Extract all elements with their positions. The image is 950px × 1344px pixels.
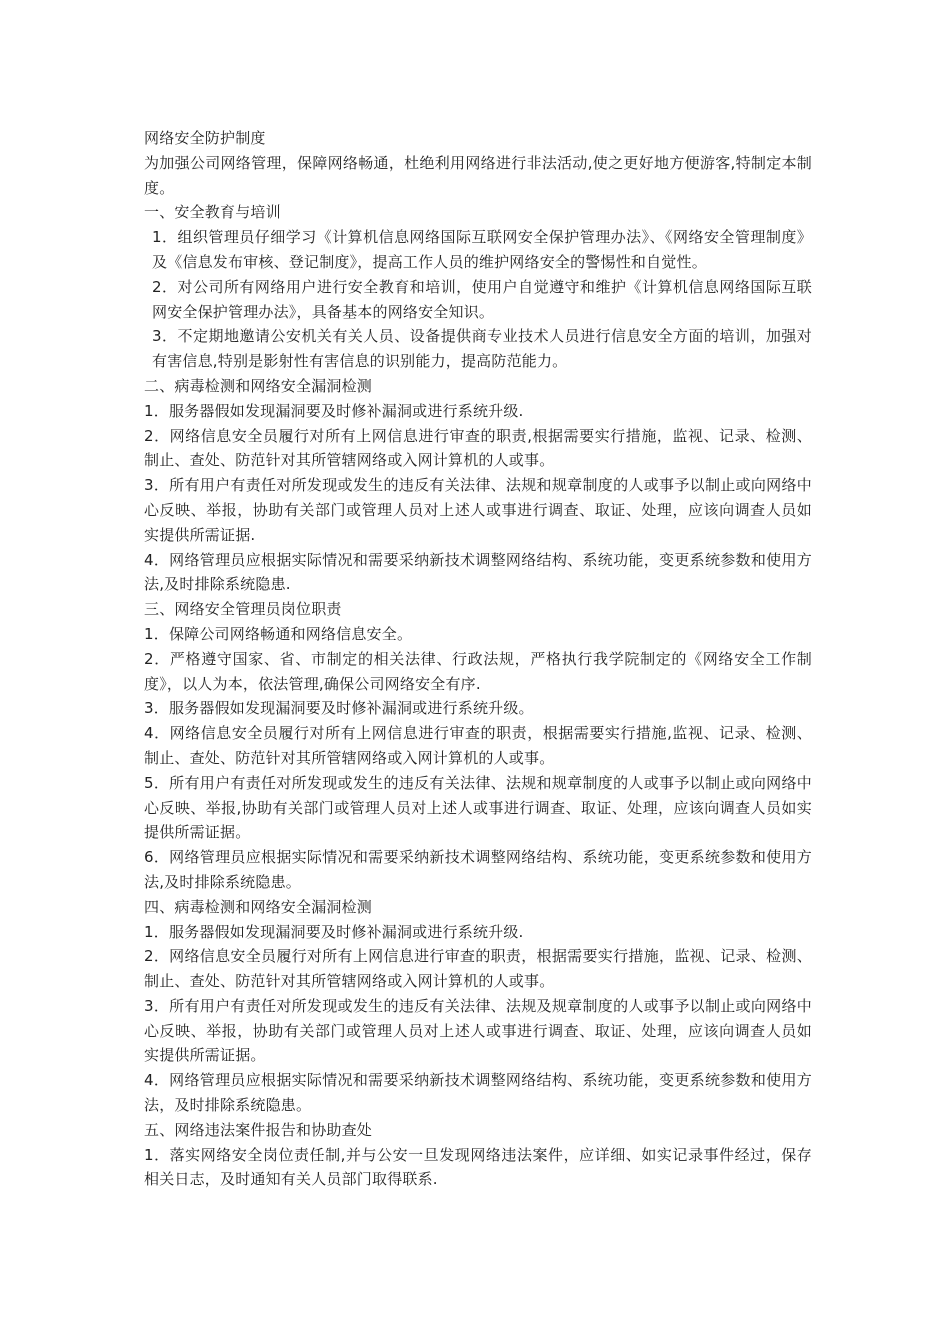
list-item: 1．保障公司网络畅通和网络信息安全。 [144, 624, 413, 643]
document-title: 网络安全防护制度 [144, 129, 266, 147]
list-item: 6．网络管理员应根据实际情况和需要采纳新技术调整网络结构、系统功能，变更系统参数和使用方法,及时排除系统隐患。 [144, 848, 812, 891]
list-item: 1．落实网络安全岗位责任制,并与公安一旦发现网络违法案件，应详细、如实记录事件经过，保存相关日志，及时通知有关人员部门取得联系. [144, 1145, 812, 1189]
list-item: 4．网络信息安全员履行对所有上网信息进行审查的职责，根据需要实行措施,监视、记录、检测、制止、查处、防范针对其所管辖网络或入网计算机的人或事。 [144, 724, 812, 767]
section-heading: 二、病毒检测和网络安全漏洞检测 [144, 376, 373, 395]
section-heading: 三、网络安全管理员岗位职责 [144, 600, 342, 619]
list-item: 3．所有用户有责任对所发现或发生的违反有关法律、法规及规章制度的人或事予以制止或向网络中心反映、举报，协助有关部门或管理人员对上述人或事进行调查、取证、处理，应该向调查人员如实提供所需证据。 [144, 996, 812, 1065]
section-heading: 四、病毒检测和网络安全漏洞检测 [144, 897, 373, 916]
section-heading: 一、安全教育与培训 [144, 203, 281, 222]
list-item: 3．不定期地邀请公安机关有关人员、设备提供商专业技术人员进行信息安全方面的培训，加强对有害信息,特别是影射性有害信息的识别能力，提高防范能力。 [152, 327, 812, 371]
list-item: 2．严格遵守国家、省、市制定的相关法律、行政法规，严格执行我学院制定的《网络安全工作制度》，以人为本，依法管理,确保公司网络安全有序. [144, 649, 812, 693]
list-item: 2．网络信息安全员履行对所有上网信息进行审查的职责，根据需要实行措施，监视、记录、检测、制止、查处、防范针对其所管辖网络或入网计算机的人或事。 [144, 947, 812, 991]
list-item: 3．所有用户有责任对所发现或发生的违反有关法律、法规和规章制度的人或事予以制止或向网络中心反映、举报，协助有关部门或管理人员对上述人或事进行调查、取证、处理，应该向调查人员如实提供所需证据. [144, 476, 812, 544]
list-item: 2．对公司所有网络用户进行安全教育和培训，使用户自觉遵守和维护《计算机信息网络国际互联网安全保护管理办法》，具备基本的网络安全知识。 [152, 277, 812, 321]
list-item: 1．服务器假如发现漏洞要及时修补漏洞或进行系统升级. [144, 401, 524, 420]
list-item: 3．服务器假如发现漏洞要及时修补漏洞或进行系统升级。 [144, 699, 534, 718]
intro-paragraph: 为加强公司网络管理，保障网络畅通，杜绝利用网络进行非法活动,使之更好地方便游客,特制定本制度。 [144, 153, 812, 197]
list-item: 4．网络管理员应根据实际情况和需要采纳新技术调整网络结构、系统功能，变更系统参数和使用方法，及时排除系统隐患。 [144, 1071, 812, 1115]
list-item: 5．所有用户有责任对所发现或发生的违反有关法律、法规和规章制度的人或事予以制止或向网络中心反映、举报,协助有关部门或管理人员对上述人或事进行调查、取证、处理，应该向调查人员如实提供所需证据。 [144, 773, 812, 842]
list-item: 1．服务器假如发现漏洞要及时修补漏洞或进行系统升级. [144, 922, 524, 941]
document-body [144, 126, 812, 1192]
section-heading: 五、网络违法案件报告和协助查处 [144, 1120, 373, 1139]
list-item: 4．网络管理员应根据实际情况和需要采纳新技术调整网络结构、系统功能，变更系统参数和使用方法,及时排除系统隐患. [144, 550, 812, 594]
list-item: 1．组织管理员仔细学习《计算机信息网络国际互联网安全保护管理办法》、《网络安全管理制度》及《信息发布审核、登记制度》，提高工作人员的维护网络安全的警惕性和自觉性。 [152, 228, 812, 271]
list-item: 2．网络信息安全员履行对所有上网信息进行审查的职责,根据需要实行措施，监视、记录、检测、制止、查处、防范针对其所管辖网络或入网计算机的人或事。 [144, 426, 812, 470]
